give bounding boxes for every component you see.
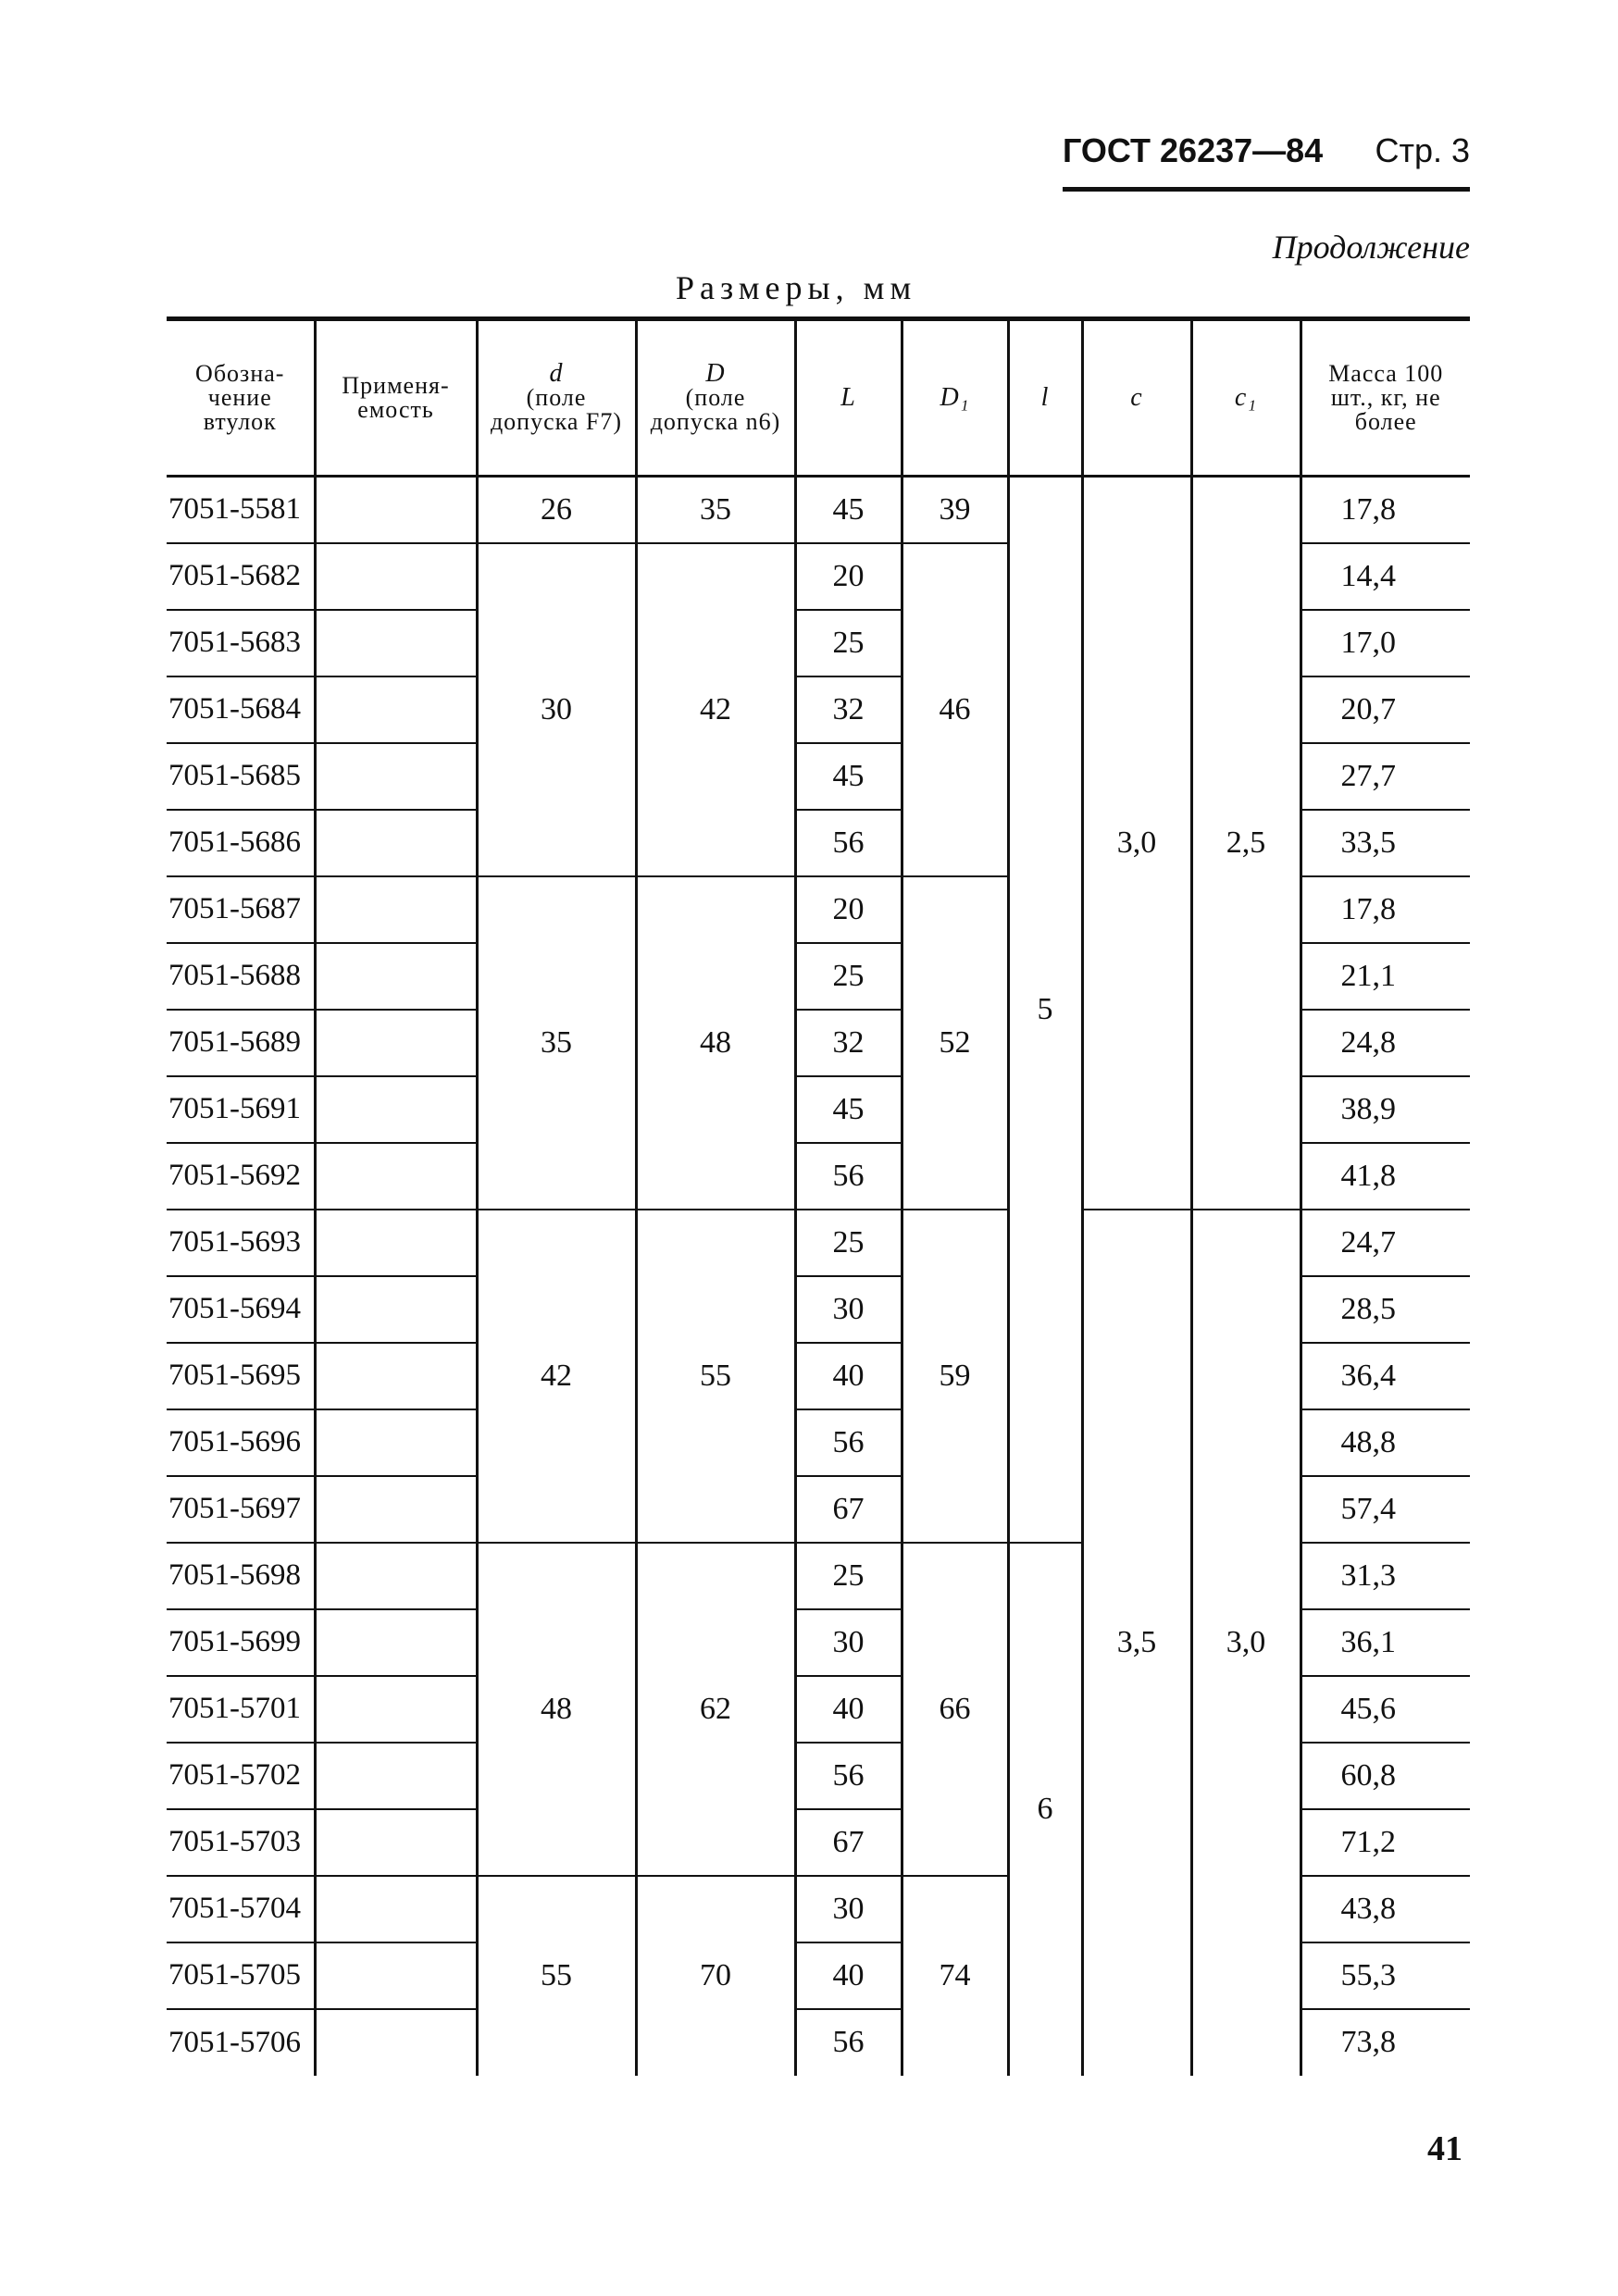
cell-L: 45: [795, 1076, 902, 1143]
cell-applicability: [315, 1942, 477, 2009]
cell-applicability: [315, 1809, 477, 1876]
cell-mass: 17,8: [1301, 477, 1470, 543]
cell-applicability: [315, 610, 477, 676]
cell-D: 48: [636, 876, 795, 1210]
col-c: c: [1082, 319, 1191, 477]
cell-d: 26: [477, 477, 636, 543]
cell-D1: 39: [902, 477, 1008, 543]
cell-applicability: [315, 1010, 477, 1076]
col-mass: Масса 100 шт., кг, не более: [1301, 319, 1470, 477]
cell-D: 70: [636, 1876, 795, 2076]
table-body: [167, 477, 1470, 2076]
col-D: [636, 319, 795, 477]
cell-designation: 7051-5684: [167, 676, 315, 743]
cell-applicability: [315, 477, 477, 543]
cell-L: 32: [795, 1010, 902, 1076]
cell-mass: 57,4: [1301, 1476, 1470, 1543]
col-designation: Обозна-чение втулок: [167, 319, 315, 477]
cell-applicability: [315, 743, 477, 810]
cell-L: 56: [795, 810, 902, 876]
cell-L: 25: [795, 1543, 902, 1609]
cell-d: 55: [477, 1876, 636, 2076]
cell-designation: 7051-5687: [167, 876, 315, 943]
cell-L: 32: [795, 676, 902, 743]
cell-designation: 7051-5693: [167, 1210, 315, 1276]
cell-c1: 2,5: [1191, 477, 1301, 1210]
cell-designation: 7051-5686: [167, 810, 315, 876]
page-label: Стр. 3: [1375, 131, 1470, 169]
cell-L: 20: [795, 876, 902, 943]
cell-mass: 43,8: [1301, 1876, 1470, 1942]
cell-applicability: [315, 1276, 477, 1343]
cell-L: 30: [795, 1609, 902, 1676]
cell-applicability: [315, 1676, 477, 1743]
cell-L: 20: [795, 543, 902, 610]
cell-L: 56: [795, 1409, 902, 1476]
page-number: 41: [1427, 2129, 1462, 2168]
continuation-label: Продолжение: [1272, 229, 1470, 266]
cell-L: 56: [795, 2009, 902, 2076]
cell-c1: 3,0: [1191, 1210, 1301, 2076]
cell-L: 67: [795, 1809, 902, 1876]
cell-applicability: [315, 676, 477, 743]
cell-designation: 7051-5685: [167, 743, 315, 810]
cell-D1: 66: [902, 1543, 1008, 1876]
cell-c: 3,0: [1082, 477, 1191, 1210]
cell-L: 25: [795, 610, 902, 676]
col-l: l: [1008, 319, 1082, 477]
cell-applicability: [315, 2009, 477, 2076]
cell-designation: 7051-5701: [167, 1676, 315, 1743]
cell-designation: 7051-5697: [167, 1476, 315, 1543]
cell-D1: 52: [902, 876, 1008, 1210]
cell-designation: 7051-5699: [167, 1609, 315, 1676]
cell-designation: 7051-5694: [167, 1276, 315, 1343]
page-header: [1063, 122, 1470, 192]
cell-L: 40: [795, 1343, 902, 1409]
col-d: [477, 319, 636, 477]
cell-applicability: [315, 1743, 477, 1809]
cell-designation: 7051-5703: [167, 1809, 315, 1876]
cell-designation: 7051-5704: [167, 1876, 315, 1942]
standard-number: ГОСТ 26237—84: [1063, 131, 1324, 169]
table-row: [167, 1210, 1470, 1276]
cell-L: 45: [795, 743, 902, 810]
cell-mass: 45,6: [1301, 1676, 1470, 1743]
cell-mass: 60,8: [1301, 1743, 1470, 1809]
cell-applicability: [315, 810, 477, 876]
cell-mass: 36,4: [1301, 1343, 1470, 1409]
cell-mass: 17,0: [1301, 610, 1470, 676]
cell-designation: 7051-5695: [167, 1343, 315, 1409]
cell-designation: 7051-5705: [167, 1942, 315, 2009]
cell-applicability: [315, 1210, 477, 1276]
cell-L: 56: [795, 1143, 902, 1210]
cell-applicability: [315, 943, 477, 1010]
bushings-table: [167, 316, 1470, 2076]
cell-designation: 7051-5702: [167, 1743, 315, 1809]
cell-designation: 7051-5581: [167, 477, 315, 543]
cell-d: 35: [477, 876, 636, 1210]
col-D-symbol: D: [705, 359, 726, 388]
cell-L: 25: [795, 1210, 902, 1276]
cell-L: 40: [795, 1942, 902, 2009]
cell-mass: 27,7: [1301, 743, 1470, 810]
cell-d: 48: [477, 1543, 636, 1876]
cell-applicability: [315, 1543, 477, 1609]
cell-L: 40: [795, 1676, 902, 1743]
cell-d: 42: [477, 1210, 636, 1543]
cell-c: 3,5: [1082, 1210, 1191, 2076]
cell-mass: 55,3: [1301, 1942, 1470, 2009]
cell-D1: 74: [902, 1876, 1008, 2076]
col-L: L: [795, 319, 902, 477]
cell-D: 62: [636, 1543, 795, 1876]
cell-D: 35: [636, 477, 795, 543]
cell-applicability: [315, 1876, 477, 1942]
cell-designation: 7051-5683: [167, 610, 315, 676]
cell-designation: 7051-5691: [167, 1076, 315, 1143]
cell-designation: 7051-5688: [167, 943, 315, 1010]
cell-mass: 48,8: [1301, 1409, 1470, 1476]
cell-applicability: [315, 1343, 477, 1409]
cell-mass: 73,8: [1301, 2009, 1470, 2076]
cell-applicability: [315, 543, 477, 610]
cell-applicability: [315, 1609, 477, 1676]
cell-mass: 33,5: [1301, 810, 1470, 876]
table-header-row: [167, 319, 1470, 477]
cell-d: 30: [477, 543, 636, 876]
units-caption: Размеры, мм: [676, 269, 917, 306]
col-D1: D₁: [902, 319, 1008, 477]
cell-applicability: [315, 876, 477, 943]
cell-mass: 17,8: [1301, 876, 1470, 943]
cell-designation: 7051-5689: [167, 1010, 315, 1076]
col-applicability: Применя-емость: [315, 319, 477, 477]
cell-mass: 41,8: [1301, 1143, 1470, 1210]
cell-mass: 71,2: [1301, 1809, 1470, 1876]
cell-mass: 20,7: [1301, 676, 1470, 743]
cell-l: 5: [1008, 477, 1082, 1543]
cell-designation: 7051-5696: [167, 1409, 315, 1476]
cell-mass: 28,5: [1301, 1276, 1470, 1343]
cell-mass: 24,7: [1301, 1210, 1470, 1276]
cell-designation: 7051-5692: [167, 1143, 315, 1210]
cell-L: 30: [795, 1876, 902, 1942]
cell-applicability: [315, 1076, 477, 1143]
cell-mass: 14,4: [1301, 543, 1470, 610]
col-c1: c₁: [1191, 319, 1301, 477]
col-D-note: (поле допуска n6): [650, 384, 781, 435]
col-d-symbol: d: [549, 359, 564, 388]
col-d-note: (поле допуска F7): [490, 384, 623, 435]
cell-L: 67: [795, 1476, 902, 1543]
cell-applicability: [315, 1476, 477, 1543]
cell-designation: 7051-5706: [168, 2025, 301, 2059]
cell-L: 30: [795, 1276, 902, 1343]
cell-applicability: [315, 1409, 477, 1476]
cell-designation: 7051-5698: [167, 1543, 315, 1609]
cell-D: 55: [636, 1210, 795, 1543]
cell-L: 45: [795, 477, 902, 543]
cell-mass: 24,8: [1301, 1010, 1470, 1076]
cell-L: 56: [795, 1743, 902, 1809]
cell-mass: 31,3: [1301, 1543, 1470, 1609]
cell-mass: 21,1: [1301, 943, 1470, 1010]
table-row: [167, 477, 1470, 543]
cell-L: 25: [795, 943, 902, 1010]
cell-applicability: [315, 1143, 477, 1210]
cell-mass: 38,9: [1301, 1076, 1470, 1143]
cell-D1: 46: [902, 543, 1008, 876]
cell-D1: 59: [902, 1210, 1008, 1543]
cell-designation: 7051-5682: [167, 543, 315, 610]
cell-mass: 36,1: [1301, 1609, 1470, 1676]
cell-l: 6: [1008, 1543, 1082, 2076]
cell-D: 42: [636, 543, 795, 876]
